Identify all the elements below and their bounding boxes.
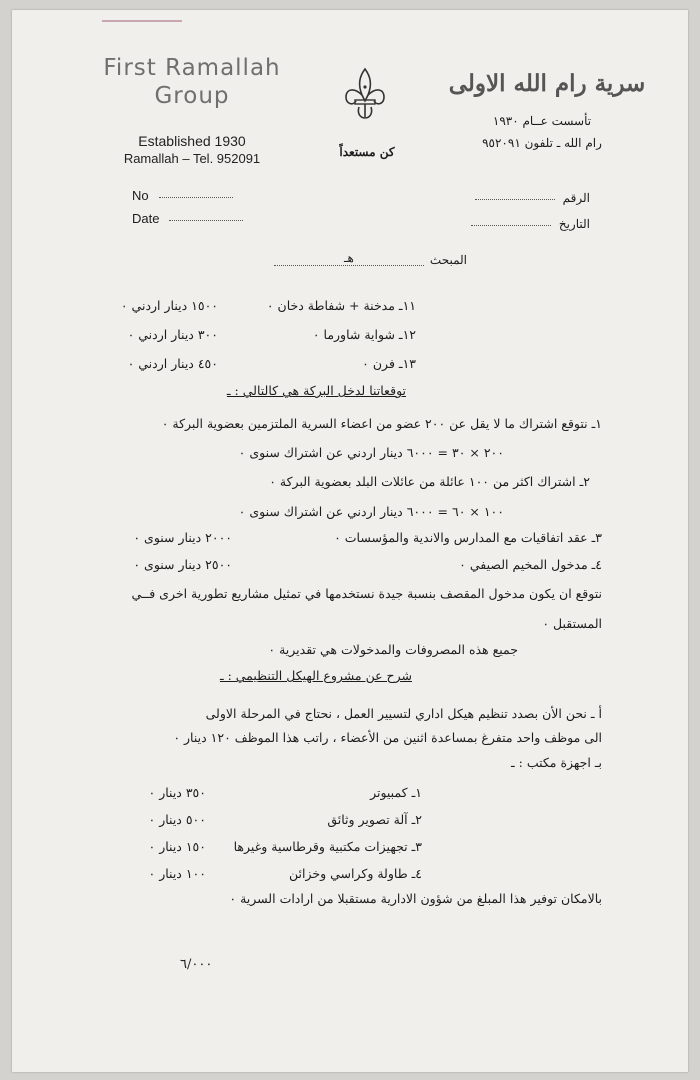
income-line-4: ٤ـ مدخول المخيم الصيفي ٠ [459, 557, 602, 572]
income-line-3: ٣ـ عقد اتفاقيات مع المدارس والاندية والمؤسسات ٠ [334, 530, 602, 545]
subject-field: المبحثهـ [247, 251, 467, 267]
item-name: ١٢ـ شواية شاورما ٠ [312, 327, 416, 342]
equipment-cost: ١٥٠ دينار ٠ [148, 839, 206, 854]
ref-date-field: Date [132, 211, 243, 226]
income-heading: توقعاتنا لدخل البركة هي كالتالي : ـ [226, 383, 406, 398]
item-cost: ٤٥٠ دينار اردني ٠ [127, 356, 218, 371]
equipment-name: ٣ـ تجهيزات مكتبية وقرطاسية وغيرها [233, 839, 422, 854]
established-en: Established 1930 [138, 133, 246, 149]
page-number: ٦/٠٠٠ [180, 957, 213, 972]
expectation-line-1: نتوقع ان يكون مدخول المقصف بنسبة جيدة نستخدمها في تمثيل مشاريع تطورية اخرى فــي [131, 586, 602, 601]
letterhead-page [12, 10, 688, 1072]
structure-a-line-1: أ ـ نحن الأن بصدد تنظيم هيكل اداري لتسيير العمل ، نحتاج في المرحلة الاولى [205, 706, 602, 721]
item-cost: ٣٠٠ دينار اردني ٠ [127, 327, 218, 342]
item-cost: ١٥٠٠ دينار اردني ٠ [120, 298, 218, 313]
income-line-2-calc: ١٠٠ × ٦٠ = ٦٠٠٠ دينار اردني عن اشتراك سنوى ٠ [238, 504, 504, 519]
ar-date-field: التاريخ [471, 217, 590, 231]
structure-a-line-2: الى موظف واحد متفرغ بمساعدة اثنين من الأعضاء ، راتب هذا الموظف ١٢٠ دينار ٠ [173, 730, 602, 745]
income-line-2: ٢ـ اشتراك اكثر من ١٠٠ عائلة من عائلات البلد بعضوية البركة ٠ [269, 474, 590, 489]
structure-b-heading: بـ اجهزة مكتب : ـ [511, 755, 602, 770]
income-line-1-calc: ٢٠٠ × ٣٠ = ٦٠٠٠ دينار اردني عن اشتراك سنوى ٠ [238, 445, 504, 460]
english-header-details [102, 132, 282, 168]
contact-ar: رام الله ـ تلفون ٩٥٢٠٩١ [482, 136, 602, 150]
motto: كن مستعداً [339, 145, 395, 159]
ref-no-field: No [132, 188, 233, 203]
equipment-cost: ١٠٠ دينار ٠ [148, 866, 206, 881]
structure-heading: شرح عن مشروع الهيكل التنظيمي : ـ [219, 668, 412, 683]
contact-en: Ramallah – Tel. 952091 [123, 151, 261, 166]
income-line-4-amount: ٢٥٠٠ دينار سنوى ٠ [133, 557, 232, 572]
ar-no-field: الرقم [475, 191, 590, 205]
arabic-header-details [432, 110, 652, 154]
equipment-name: ١ـ كمبيوتر [370, 785, 422, 800]
english-group-name: First Ramallah Group [103, 55, 281, 109]
expectation-line-2: المستقبل ٠ [542, 616, 602, 631]
equipment-cost: ٣٥٠ دينار ٠ [148, 785, 206, 800]
fleur-de-lis-icon [342, 67, 388, 125]
equipment-name: ٤ـ طاولة وكراسي وخزائن [289, 866, 422, 881]
top-mark [102, 20, 182, 22]
equipment-cost: ٥٠٠ دينار ٠ [148, 812, 206, 827]
item-name: ١٣ـ فرن ٠ [362, 356, 416, 371]
arabic-group-name: سرية رام الله الاولى [448, 70, 646, 97]
income-line-1: ١ـ نتوقع اشتراك ما لا يقل عن ٢٠٠ عضو من اعضاء السرية الملتزمين بعضوية البركة ٠ [161, 416, 602, 431]
item-name: ١١ـ مدخنة + شفاطة دخان ٠ [266, 298, 416, 313]
closing-note: بالامكان توفير هذا المبلغ من شؤون الادارية مستقبلا من ارادات السرية ٠ [229, 891, 602, 906]
equipment-name: ٢ـ آلة تصوير وثائق [327, 812, 422, 827]
established-ar: تأسست عــام ١٩٣٠ [492, 114, 592, 128]
income-line-3-amount: ٢٠٠٠ دينار سنوى ٠ [133, 530, 232, 545]
estimates-note: جميع هذه المصروفات والمدخولات هي تقديرية ٠ [268, 642, 518, 657]
